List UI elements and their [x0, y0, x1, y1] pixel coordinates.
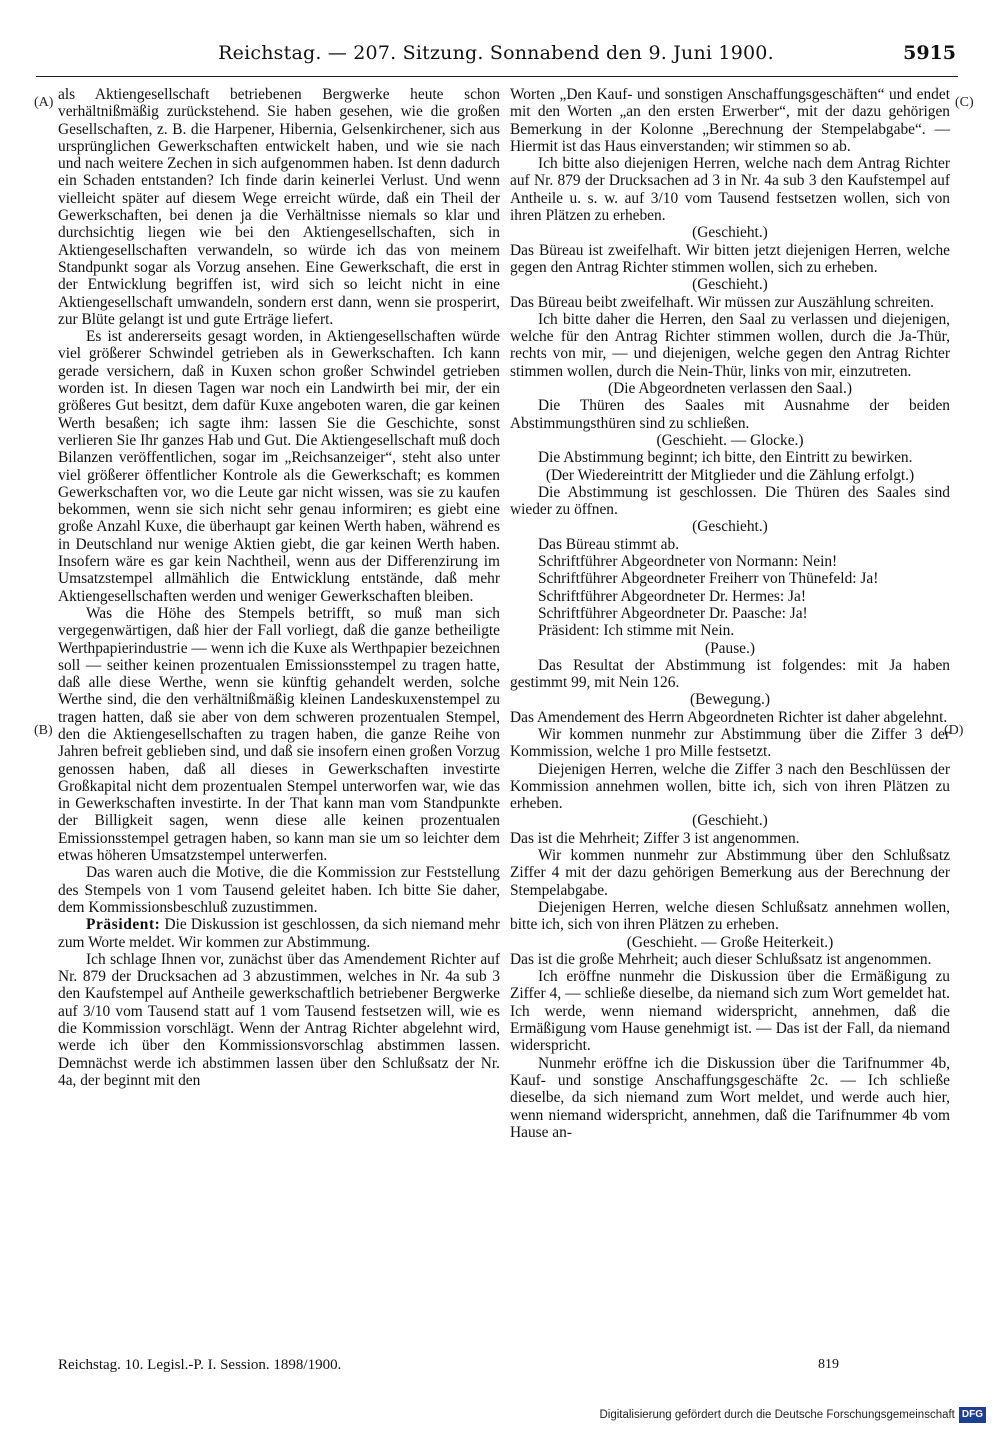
stage-direction: (Der Wiedereintritt der Mitglieder und die Zählung erfolgt.) [545, 466, 915, 484]
digitization-credit [599, 1406, 986, 1424]
paragraph: Ich eröffne nunmehr die Diskussion über die Ermäßigung zu Ziffer 4, — schließe dieselbe, da niemand sich zum Wort gemeldet hat. Ich werde, wenn niemand widerspricht, annehmen, daß die Ermäßigung vom Hause genehmigt ist. — Das ist der Fall, da niemand widerspricht. [510, 968, 950, 1055]
stage-direction: (Bewegung.) [690, 691, 770, 709]
speaker-name: Präsident: [86, 916, 161, 934]
paragraph: Das ist die Mehrheit; Ziffer 3 ist angenommen. [510, 829, 800, 847]
left-column [58, 86, 500, 1089]
margin-marker-c: (C) [955, 95, 974, 110]
paragraph: Die Abstimmung ist geschlossen. Die Thüren des Saales sind wieder zu öffnen. [510, 483, 950, 519]
stage-direction: (Geschieht.) [692, 518, 768, 536]
margin-marker-d: (D) [944, 723, 964, 738]
paragraph: Ich bitte daher die Herren, den Saal zu verlassen und diejenigen, welche für den Antrag Richter stimmen wollen, durch die Ja-Thür, rechts von mir, — und diejenigen, welche gegen den Antrag Richter stimmen wollen, durch die Nein-Thür, links von mir, einzutreten. [510, 310, 950, 380]
paragraph: Das Resultat der Abstimmung ist folgendes: mit Ja haben gestimmt 99, mit Nein 126. [510, 656, 950, 692]
stage-direction: (Die Abgeordneten verlassen den Saal.) [607, 380, 853, 398]
vote-line: Schriftführer Abgeordneter Freiherr von Thünefeld: Ja! [538, 570, 879, 588]
paragraph: Was die Höhe des Stempels betrifft, so muß man sich vergegenwärtigen, daß hier der Fall vorliegt, daß die ganze betheiligte Werthpapierindustrie — wenn ich die Kuxe als Werthpapier bezeichnen soll — seither keinen prozentualen Emissionsstempel zu tragen hatte, daß alle diese Werthe, wenn sie künftig gehandelt werden, solche Werthe sind, die den verhältnißmäßig kleinen Landeskuxenstempel zu tragen hatten, daß sie aber von dem schweren prozentualen Stempel, den die Aktiengesellschaften zu tragen haben, die ganze Reihe von Jahren befreit geblieben sind, und daß sie insofern einen großen Vorzug genossen haben, daß all dieses in Gewerkschaften investirte Großkapital nicht dem prozentualen Stempel unterworfen war, wie das in Gewerkschaften investirte. In der That kann man vom Standpunkte der Billigkeit sagen, wenn diese alle keinen prozentualen Emissionsstempel getragen haben, so kann man sie um so leichter dem etwas höheren Umsatzstempel unterwerfen. [58, 604, 500, 865]
header-rule [36, 76, 958, 77]
paragraph: Wir kommen nunmehr zur Abstimmung über die Ziffer 3 der Kommission, welche 1 pro Mille festsetzt. [510, 725, 950, 761]
vote-line: Schriftführer Abgeordneter Dr. Hermes: Ja! [538, 587, 806, 605]
paragraph: als Aktiengesellschaft betriebenen Bergwerke heute schon verhältnißmäßig zurückstehend. Sie haben gesehen, wie die großen Gesellschaften, z. B. die Harpener, Hibernia, Gelsenkirchener, sich aus ursprünglichen Gewerkschaften entwickelt haben, und wie sie nach und nach weitere Zechen in sich aufgenommen haben. Ist denn dadurch ein Schaden entstanden? Ich finde darin keinerlei Verlust. Und wenn vielleicht später auf diesem Wege erreicht würde, daß ein Theil der Gewerkschaften, bei denen ja die Verhältnisse niemals so klar und durchsichtig liegen wie bei den Aktiengesellschaften, sich in Aktiengesellschaften verwandeln, so würde ich das von meinem Standpunkt sogar als Vorzug ansehen. Eine Gewerkschaft, die erst in der Entwicklung begriffen ist, wird sich so leicht nicht in eine Aktiengesellschaft umwandeln, sondern erst dann, wenn sie prosperirt, zur Blüte gelangt ist und gute Erträge liefert. [58, 86, 500, 328]
dfg-logo: DFG [959, 1407, 986, 1423]
speaker-paragraph [58, 916, 500, 951]
margin-marker-a: (A) [34, 95, 54, 110]
stage-direction: (Geschieht.) [692, 224, 768, 242]
paragraph: Diejenigen Herren, welche diesen Schlußsatz annehmen wollen, bitte ich, sich von ihren Plätzen zu erheben. [510, 898, 950, 934]
paragraph: Wir kommen nunmehr zur Abstimmung über den Schlußsatz Ziffer 4 mit der dazu gehörigen Bemerkung aus der Berechnung der Stempelabgabe. [510, 847, 950, 899]
paragraph: Das Büreau ist zweifelhaft. Wir bitten jetzt diejenigen Herren, welche gegen den Antrag Richter stimmen wollen, sich zu erheben. [510, 241, 950, 276]
paragraph: Ich bitte also diejenigen Herren, welche nach dem Antrag Richter auf Nr. 879 der Drucksachen ad 3 in Nr. 4a sub 3 den Kaufstempel auf Antheile u. s. w. auf 3/10 vom Tausend festsetzen wollen, sich von ihren Plätzen zu erheben. [510, 155, 950, 225]
footer-sheet-number: 819 [818, 1357, 839, 1372]
paragraph: Das Amendement des Herrn Abgeordneten Richter ist daher abgelehnt. [510, 708, 948, 726]
margin-marker-b: (B) [34, 723, 53, 738]
paragraph: Das ist die große Mehrheit; auch dieser Schlußsatz ist angenommen. [510, 950, 932, 968]
paragraph: Das Büreau stimmt ab. [538, 535, 680, 553]
credit-text: Digitalisierung gefördert durch die Deutsche Forschungsgemeinschaft [599, 1409, 955, 1421]
paragraph: Die Abstimmung beginnt; ich bitte, den Eintritt zu bewirken. [538, 449, 913, 467]
stage-direction: (Geschieht. — Große Heiterkeit.) [626, 933, 834, 951]
paragraph: Nunmehr eröffne ich die Diskussion über die Tarifnummer 4b, Kauf- und sonstige Anschaffungsgeschäfte 2c. — Ich schließe dieselbe, da sich niemand zum Wort meldet, und werde auch hier, wenn niemand widerspricht, annehmen, daß die Tarifnummer 4b vom Hause an- [510, 1054, 950, 1141]
vote-line: Schriftführer Abgeordneter von Normann: Nein! [538, 553, 838, 571]
stage-direction: (Geschieht. — Glocke.) [656, 431, 804, 449]
page-number: 5915 [903, 42, 956, 64]
paragraph: Die Thüren des Saales mit Ausnahme der beiden Abstimmungsthüren sind zu schließen. [510, 397, 950, 432]
vote-line: Präsident: Ich stimme mit Nein. [538, 622, 735, 640]
paragraph: Es ist andererseits gesagt worden, in Aktiengesellschaften würde viel größerer Schwindel getrieben als in Gewerkschaften. Ich kann gerade versichern, daß in Kuxen schon großer Schwindel getrieben worden ist. In diesen Tagen war noch ein Landwirth bei mir, der ein größeres Gut besitzt, dem dafür Kuxe angeboten waren, die gar keinen Werth besaßen; ich sagte ihm: lassen Sie die Geschichte, sonst verlieren Sie Ihr ganzes Hab und Gut. Die Aktiengesellschaft muß doch Bilanzen veröffentlichen, sogar im „Reichsanzeiger“, steht also unter viel größerer öffentlicher Kontrole als die Gewerkschaft; es kommen Gewerkschaften vor, wo die Leute gar nicht wissen, was sie zu kaufen bekommen, wenn sie sich nicht sehr genau informiren; es giebt eine große Anzahl Kuxe, die überhaupt gar keinen Werth haben, während es in Deutschland nur wenige Aktien giebt, die gar keinen Werth haben. Insofern wäre es gar kein Nachtheil, wenn aus der Differenzirung im Umsatzstempel allmählich die Entwicklung entstände, daß mehr Aktiengesellschaften werden und weniger Gewerkschaften bleiben. [58, 328, 500, 605]
running-title: Reichstag. — 207. Sitzung. Sonnabend den 9. Juni 1900. [218, 42, 774, 64]
page-header [36, 42, 956, 76]
stage-direction: (Geschieht.) [692, 812, 768, 830]
paragraph: Diejenigen Herren, welche die Ziffer 3 nach den Beschlüssen der Kommission annehmen wollen, bitte ich, sich von ihren Plätzen zu erheben. [510, 760, 950, 813]
paragraph: Das waren auch die Motive, die die Kommission zur Feststellung des Stempels von 1 vom Tausend geleitet haben. Ich bitte Sie daher, dem Kommissionsbeschluß zuzustimmen. [58, 864, 500, 916]
footer-session-info: Reichstag. 10. Legisl.-P. I. Session. 1898/1900. [58, 1357, 342, 1373]
right-column [510, 86, 950, 1141]
stage-direction: (Geschieht.) [692, 276, 768, 294]
stage-direction: (Pause.) [704, 639, 755, 657]
paragraph: Ich schlage Ihnen vor, zunächst über das Amendement Richter auf Nr. 879 der Drucksachen ad 3 abzustimmen, welches in Nr. 4a sub 3 den Kaufstempel auf Antheile gewerkschaftlich betriebener Bergwerke auf 3/10 vom Tausend statt auf 1 vom Tausend festsetzen will, wie es die Kommission vorschlägt. Wenn der Antrag Richter abgelehnt wird, werde ich über den Kommissionsvorschlag abstimmen lassen. Demnächst werde ich abstimmen lassen über den Schlußsatz der Nr. 4a, der beginnt mit den [58, 950, 500, 1089]
paragraph: Das Büreau beibt zweifelhaft. Wir müssen zur Auszählung schreiten. [510, 293, 934, 311]
speaker-text: Die Diskussion ist geschlossen, da sich niemand mehr zum Worte meldet. Wir kommen zur Abstimmung. [58, 916, 500, 951]
paragraph: Worten „Den Kauf- und sonstigen Anschaffungsgeschäften“ und endet mit den Worten „an den ersten Erwerber“, mit der dazu gehörigen Bemerkung in der Kolonne „Berechnung der Stempelabgabe“. — Hiermit ist das Haus einverstanden; wir stimmen so ab. [510, 86, 950, 155]
vote-line: Schriftführer Abgeordneter Dr. Paasche: Ja! [538, 604, 808, 622]
